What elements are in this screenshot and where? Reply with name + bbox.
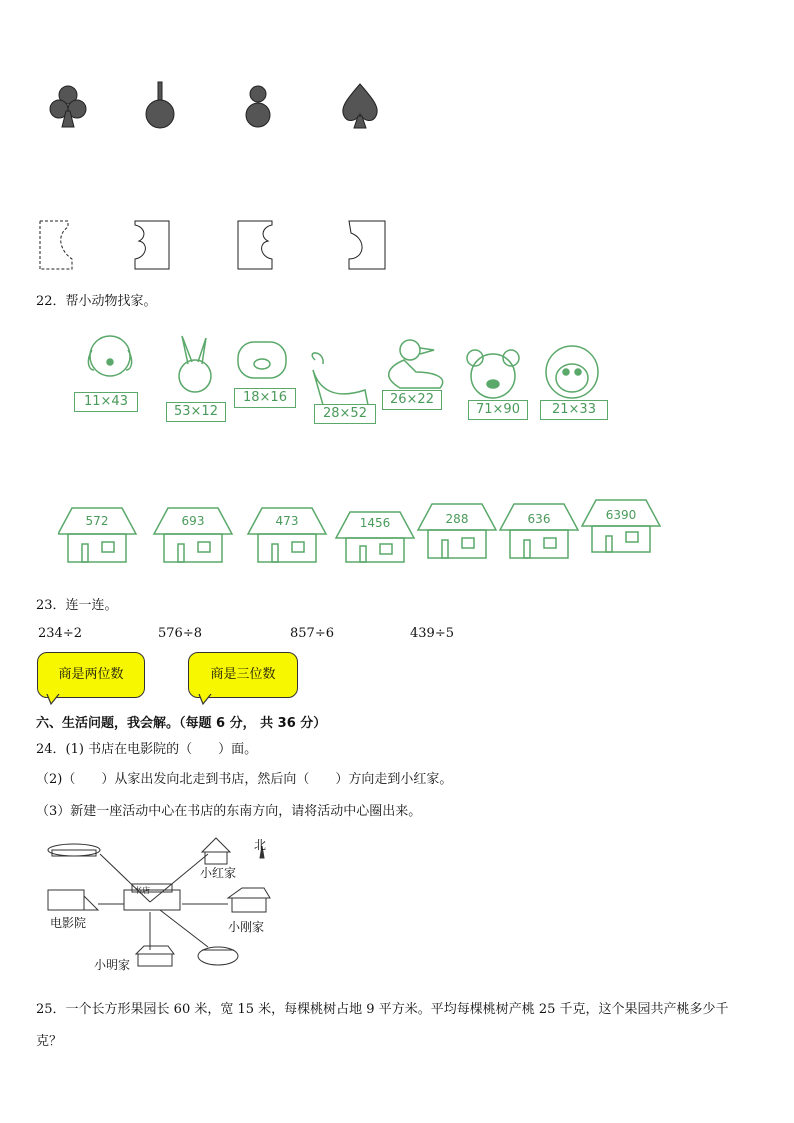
bookstore-icon <box>124 884 180 910</box>
stadium-icon <box>48 844 100 856</box>
house-number: 636 <box>527 512 551 526</box>
duck-icon <box>389 340 443 388</box>
house-number: 6390 <box>605 508 637 522</box>
question-25-line1: 25．一个长方形果园长 60 米，宽 15 米，每棵桃树占地 9 平方米。平均每棵桃树产桃 25 千克，这个果园共产桃多少千 <box>36 1002 729 1017</box>
xiaogang-house-icon <box>228 888 270 912</box>
animal-tag-dog: 11×43 <box>74 392 138 412</box>
animal-tag-duck: 26×22 <box>382 390 442 410</box>
animal-tag-rabbit: 53×12 <box>166 402 226 422</box>
house-number: 572 <box>85 514 109 528</box>
animal-tag-bear: 71×90 <box>468 400 528 420</box>
bubble-three-digit: 商是三位数 <box>188 652 298 698</box>
north-label: 北 <box>254 838 267 852</box>
xiaohong-house-icon <box>202 838 230 864</box>
animal-tag-monkey: 21×33 <box>540 400 608 420</box>
xiaogang-label: 小刚家 <box>228 920 265 934</box>
bear-icon <box>467 350 519 398</box>
direction-map <box>40 832 280 977</box>
xiaoming-label: 小明家 <box>94 958 131 972</box>
symmetric-figures-row <box>30 80 390 135</box>
bubble-two-digit: 商是两位数 <box>37 652 145 698</box>
dog-icon <box>88 336 131 376</box>
xiaoming-house-icon <box>136 946 174 966</box>
animal-tag-goat: 28×52 <box>314 404 376 424</box>
club-icon <box>50 86 86 127</box>
ladle-icon <box>146 82 174 128</box>
half-figures-row <box>30 215 390 275</box>
cinema-icon <box>48 890 98 910</box>
half-shape-b-icon <box>135 221 169 269</box>
house-number: 1456 <box>359 516 391 530</box>
activity-center-icon <box>198 947 238 965</box>
houses-row <box>58 498 668 566</box>
house-number: 693 <box>181 514 205 528</box>
spade-icon <box>343 84 377 128</box>
cinema-label: 电影院 <box>50 916 87 930</box>
bookstore-label: 书店 <box>134 886 150 895</box>
house-number: 288 <box>445 512 469 526</box>
pig-icon <box>238 342 286 378</box>
half-shape-c-icon <box>238 221 272 269</box>
question-24-line3: （3）新建一座活动中心在书店的东南方向，请将活动中心圈出来。 <box>36 804 422 819</box>
monkey-icon <box>546 346 598 398</box>
division-expr: 439÷5 <box>410 626 454 641</box>
question-23-title: 23．连一连。 <box>36 598 118 613</box>
question-25-line2: 克？ <box>36 1034 63 1049</box>
rabbit-icon <box>179 336 211 392</box>
section-6-heading: 六、生活问题，我会解。（每题 6 分， 共 36 分） <box>36 716 327 731</box>
xiaohong-label: 小红家 <box>200 866 237 880</box>
gourd-icon <box>246 86 270 127</box>
division-expr: 234÷2 <box>38 626 82 641</box>
division-expr: 857÷6 <box>290 626 334 641</box>
bubble-tails <box>37 694 307 708</box>
question-24-line2: （2)（ ）从家出发向北走到书店，然后向（ ）方向走到小红家。 <box>36 772 453 787</box>
question-24-line1: 24．(1) 书店在电影院的（ ）面。 <box>36 742 258 757</box>
question-22-title: 22．帮小动物找家。 <box>36 294 157 309</box>
animal-tag-pig: 18×16 <box>234 388 296 408</box>
half-shape-a-icon <box>40 221 72 269</box>
house-number: 473 <box>275 514 299 528</box>
division-expr: 576÷8 <box>158 626 202 641</box>
half-shape-d-icon <box>349 221 385 269</box>
